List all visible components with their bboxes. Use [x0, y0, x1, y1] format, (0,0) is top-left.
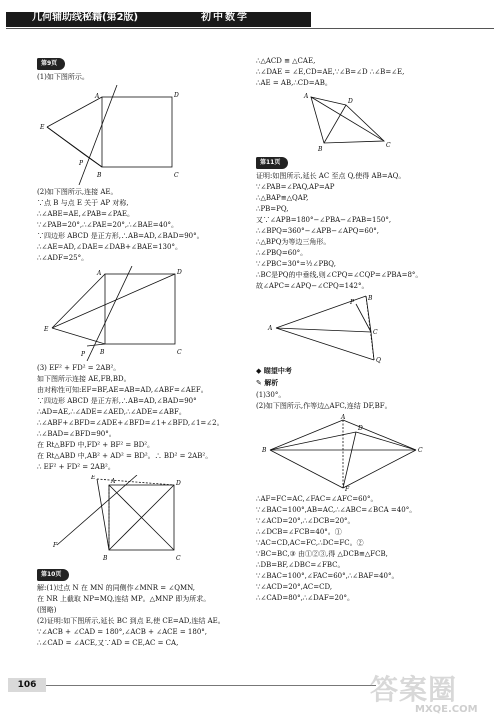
left-column	[37, 56, 237, 649]
fig1-label: E	[40, 124, 45, 131]
text-line: 解:(1)过点 N 在 MN 的同侧作∠MNR = ∠QMN,	[37, 584, 196, 592]
footer-rule	[46, 685, 376, 686]
section-exam: ◆ 瞄望中考	[256, 367, 292, 375]
subject-label: 初中数学	[201, 12, 249, 23]
text-line: ∵∠ACD=20°,∴∠DCB=20°。	[256, 517, 355, 525]
text-line: 在 Rt△ABD 中,AB² + AD² = BD²。∴ BD² = 2AB²。	[37, 452, 213, 460]
text-line: ∵∠PBC=30°=½∠PBQ,	[256, 260, 336, 268]
text-line: ∴∠BAD=∠BFD=90°。	[37, 430, 116, 438]
text-line: 又∵∠APB=180°−∠PBA−∠PAB=150°,	[256, 216, 392, 224]
fig1-label: C	[174, 172, 179, 179]
right-column	[256, 56, 471, 604]
text-line: ∴△BAP≌△QAP,	[256, 194, 309, 202]
text-line: 由对称性可知:EF=BF,AE=AB=AD,∠ABF=∠AEF。	[37, 386, 208, 394]
fig1-label: P	[79, 160, 84, 167]
fig6-label: A	[341, 414, 346, 421]
fig1-label: A	[95, 93, 100, 100]
fig3-label: A	[111, 478, 116, 485]
text-line: ∴AE = AB,∴CD=AB。	[256, 79, 332, 87]
fig5-label: Q	[376, 357, 381, 364]
figure-square-3	[37, 475, 187, 565]
fig6-label: D	[358, 425, 363, 432]
figure-square-2	[37, 266, 187, 361]
text-line: ∵四边形 ABCD 是正方形,∴AB=AD,∠BAD=90°	[37, 397, 197, 405]
fig5-label: B	[368, 295, 373, 302]
text-line: ∴ EF² + FD² = 2AB²。	[37, 463, 115, 471]
section-analysis: ✎ 解析	[256, 379, 279, 387]
text-line: ∵∠BAC=100°,∠FAC=60°,∴∠BAF=40°。	[256, 572, 399, 580]
fig1-label: D	[174, 92, 179, 99]
figure-quadrilateral	[256, 91, 406, 153]
fig2-label: P	[81, 351, 86, 358]
text-line: ∴BC是PQ的中垂线,则∠CPQ=∠CQP=∠PBA=8°。	[256, 271, 423, 279]
page-number: 106	[8, 678, 46, 692]
fig6-label: B	[262, 447, 267, 454]
text-line: ∵∠BAC=100°,AB=AC,∴∠ABC=∠BCA =40°。	[256, 506, 417, 514]
fig2-label: E	[44, 326, 49, 333]
text-line: 在 Rt△BFD 中,FD² + BF² = BD²。	[37, 441, 155, 449]
text-line: ∴AD=AE,∴∠ADE=∠AED,∴∠ADE=∠ABF。	[37, 408, 186, 416]
fig4-label: D	[348, 98, 353, 105]
fig2-label: B	[100, 349, 105, 356]
text-line: ∵点 B 与点 E 关于 AP 对称,	[37, 199, 129, 207]
header-rule	[6, 28, 494, 29]
text-line: ∴∠ABE=AE,∠PAB=∠PAE。	[37, 210, 134, 218]
text-line: ∴△ACD ≌ △CAE,	[256, 57, 316, 65]
text-line: 证明:如图所示,延长 AC 至点 Q,使得 AB=AQ。	[256, 172, 406, 180]
watermark-logo: 答案圈	[370, 673, 458, 706]
text-line: ∴DB=BF,∠DBC=∠FBC。	[256, 561, 345, 569]
section-exam-label: 瞄望中考	[263, 367, 292, 375]
text-line: (1)30°。	[256, 391, 286, 399]
text-line: 如下图所示连接 AE,FB,BD。	[37, 375, 131, 383]
text-line: ∴∠DAE = ∠E,CD=AE,∵∠B=∠D ∴∠B=∠E,	[256, 68, 405, 76]
page-footer	[0, 673, 500, 722]
text-line: ∴∠AE=AD,∠DAE=∠DAB+∠BAE=130°。	[37, 243, 182, 251]
text-line: (2)如下图所示,连接 AE。	[37, 188, 118, 196]
text-line: ∵BC=BC,③ 由①②③,得 △DCB≌△FCB,	[256, 550, 388, 558]
text-line: (2)如下图所示,作等边△AFC,连结 DF,BF。	[256, 402, 392, 410]
fig2-label: D	[177, 269, 182, 276]
fig6-label: F	[345, 486, 350, 492]
text-line: ∴AF=FC=AC,∠FAC=∠AFC=60°。	[256, 495, 378, 503]
text-line: ∴∠CAD = ∠ACE,又∵AD = CE,AC = CA,	[37, 639, 179, 647]
fig5-label: P	[350, 299, 355, 306]
text-line: (1)如下图所示。	[37, 73, 89, 81]
figure-equilateral	[256, 414, 426, 492]
fig3-label: C	[176, 555, 181, 562]
text-line: ∴∠ABF+∠BFD=∠ADE+∠BFD=∠1+∠BFD,∠1=∠2。	[37, 419, 224, 427]
text-line: ∵AC=CD,AC=FC,∴DC=FC。②	[256, 539, 364, 547]
text-line: (3) EF² + FD² = 2AB²。	[37, 364, 121, 372]
text-line: ∴PB=PQ,	[256, 205, 289, 213]
text-line: (图略)	[37, 606, 57, 614]
figure-triangle-pq	[256, 294, 406, 364]
book-title: 几何辅助线秘籍(第2版)	[32, 12, 139, 23]
fig4-label: C	[386, 142, 391, 149]
fig1-label: B	[97, 172, 102, 179]
text-line: ∴∠CAD=80°,∴∠DAF=20°。	[256, 594, 354, 602]
text-line: ∴△BPQ为等边三角形。	[256, 238, 331, 246]
text-line: ∴∠BPQ=360°−∠APB−∠APQ=60°,	[256, 227, 380, 235]
text-line: ∵∠PAB=20°,∴∠PAE=20°,∴∠BAE=40°。	[37, 221, 179, 229]
text-line: 故∠APC=∠APQ−∠CPQ=142°。	[256, 282, 369, 290]
fig2-label: A	[97, 270, 102, 277]
section-analysis-label: 解析	[264, 379, 279, 387]
figure-square-1	[37, 85, 187, 185]
text-line: ∵∠ACB + ∠CAD = 180°,∠ACB + ∠ACE = 180°,	[37, 628, 208, 636]
fig6-label: C	[418, 447, 423, 454]
text-line: ∵四边形 ABCD 是正方形,∴AB=AD,∠BAD=90°。	[37, 232, 204, 240]
fig3-label: E	[91, 475, 96, 481]
text-line: ∵∠PAB=∠PAQ,AP=AP	[256, 183, 335, 191]
fig3-label: D	[176, 480, 181, 487]
page-header	[6, 10, 494, 28]
fig4-label: B	[318, 146, 323, 153]
watermark-url: MXQE.COM	[415, 704, 478, 715]
badge-page9: 第9页	[37, 58, 65, 70]
text-line: ∵∠ACD=20°,AC=CD,	[256, 583, 333, 591]
text-line: 在 NR 上截取 NP=MQ,连结 MP。△MNP 即为所求。	[37, 595, 211, 603]
text-line: ∴∠DCB=∠FCB=40°。①	[256, 528, 342, 536]
badge-page10: 第10页	[37, 569, 69, 581]
fig3-label: F	[53, 542, 58, 549]
text-line: ∴∠PBQ=60°。	[256, 249, 308, 257]
fig5-label: A	[268, 325, 273, 332]
text-line: ∴∠ADF=25°。	[37, 254, 89, 262]
fig4-label: A	[304, 93, 309, 100]
fig5-label: C	[373, 329, 378, 336]
fig3-label: B	[103, 555, 108, 562]
fig2-label: C	[177, 349, 182, 356]
text-line: (2)证明:如下图所示,延长 BC 到点 E,使 CE=AD,连结 AE。	[37, 617, 225, 625]
badge-page11: 第11页	[256, 157, 288, 169]
